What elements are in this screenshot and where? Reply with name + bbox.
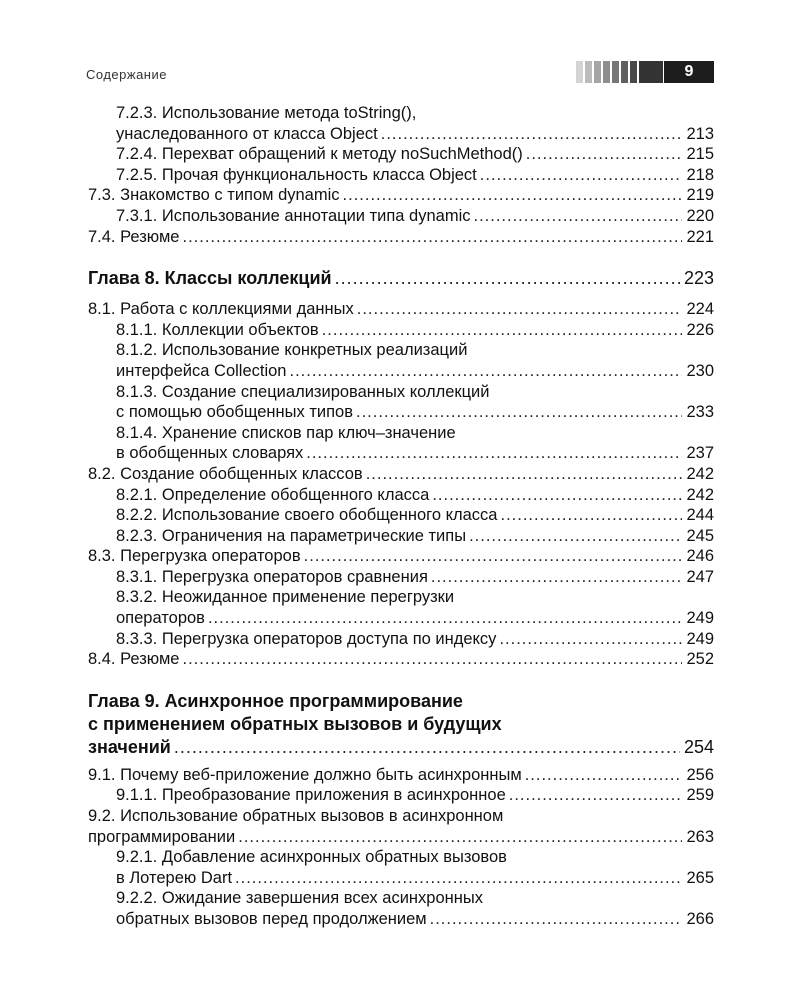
table-of-contents [88,103,714,930]
toc-entry-title-line: интерфейса Collection [116,361,287,380]
toc-page-number: 242 [686,485,714,504]
toc-subsection[interactable] [88,485,714,506]
toc-entry-title-line: 7.3.1. Использование аннотации типа dynamic [116,206,471,225]
dot-leader [366,464,683,485]
toc-entry-title-line: 8.3.3. Перегрузка операторов доступа по индексу [116,629,497,648]
toc-page-number: 242 [686,464,714,483]
toc-chapter[interactable] [88,267,714,290]
toc-entry-title-line: Глава 8. Классы коллекций [88,268,332,289]
toc-entry-title-line: Глава 9. Асинхронное программирование [88,690,463,711]
toc-subsection[interactable] [88,165,714,186]
toc-entry-title-line: 7.2.3. Использование метода toString(), [116,104,417,122]
toc-page-number: 254 [683,736,714,757]
dot-leader [290,361,683,382]
header-stripe [603,61,610,83]
toc-subsection[interactable] [88,206,714,227]
dot-leader [238,827,682,848]
toc-page-number: 233 [686,403,714,422]
toc-entry-title-line: унаследованного от класса Object [116,124,378,143]
toc-page-number: 259 [686,786,714,805]
toc-subsection[interactable] [88,320,714,341]
toc-page-number: 245 [686,526,714,545]
toc-section[interactable] [88,649,714,670]
toc-page-number: 237 [686,444,714,463]
toc-entry-title-line: 7.4. Резюме [88,227,180,246]
toc-section[interactable] [88,765,714,786]
toc-page-number: 215 [686,145,714,164]
dot-leader [174,736,680,759]
toc-section[interactable] [88,185,714,206]
dot-leader [356,402,682,423]
toc-subsection[interactable] [88,505,714,526]
toc-subsection[interactable] [88,785,714,806]
dot-leader [335,267,680,290]
header-stripe [585,61,592,83]
dot-leader [500,505,682,526]
toc-entry-title-line: в Лотерею Dart [116,868,233,887]
toc-entry-title-line: 8.1.4. Хранение списков пар ключ–значение [116,423,456,442]
toc-page-number: 249 [686,629,714,648]
dot-leader [430,909,683,930]
page-header [86,61,714,85]
toc-section[interactable] [88,299,714,320]
toc-subsection[interactable] [88,526,714,547]
running-head-title: Содержание [86,67,167,82]
toc-entry-title-line: 8.1.3. Создание специализированных коллекций [116,382,490,401]
toc-entry-title-line: 8.1. Работа с коллекциями данных [88,300,354,319]
toc-entry-title-line: 7.3. Знакомство с типом dynamic [88,186,340,205]
dot-leader [235,868,682,889]
toc-page-number: 252 [686,650,714,669]
header-stripe [612,61,619,83]
toc-entry-title-line: 8.3.2. Неожиданное применение перегрузки [116,588,455,607]
dot-leader [509,785,683,806]
toc-section[interactable] [88,227,714,248]
toc-entry-title-line: в обобщенных словарях [116,444,304,463]
dot-leader [499,629,682,650]
toc-entry-title-line: 8.2.2. Использование своего обобщенного класса [116,506,498,525]
toc-subsection[interactable] [88,888,714,929]
dot-leader [304,546,683,567]
toc-entry-title-line: 9.1.1. Преобразование приложения в асинхронное [116,786,506,805]
toc-entry-title-line: 8.2.1. Определение обобщенного класса [116,485,430,504]
toc-page-number: 256 [686,765,714,784]
toc-entry-title-line: 8.1.2. Использование конкретных реализаций [116,341,468,360]
toc-subsection[interactable] [88,847,714,888]
toc-section[interactable] [88,806,714,847]
page-number-box [664,61,714,83]
toc-entry-title-line: обратных вызовов перед продолжением [116,910,427,928]
dot-leader [182,227,682,248]
dot-leader [343,185,683,206]
dot-leader [322,320,683,341]
toc-entry-title-line: 8.2.3. Ограничения на параметрические типы [116,526,467,545]
dot-leader [208,608,683,629]
toc-subsection[interactable] [88,587,714,628]
toc-subsection[interactable] [88,629,714,650]
toc-subsection[interactable] [88,382,714,423]
toc-section[interactable] [88,464,714,485]
toc-entry-title-line: 7.2.5. Прочая функциональность класса Object [116,165,477,184]
toc-subsection[interactable] [88,340,714,381]
toc-page-number: 218 [686,165,714,184]
toc-page-number: 265 [686,868,714,887]
toc-page-number: 221 [686,227,714,246]
toc-subsection[interactable] [88,423,714,464]
toc-entry-title-line: 8.1.1. Коллекции объектов [116,320,319,339]
toc-chapter[interactable] [88,690,714,759]
toc-subsection[interactable] [88,103,714,144]
header-stripe [576,61,583,83]
header-stripe [630,61,637,83]
toc-section[interactable] [88,546,714,567]
header-stripe [594,61,601,83]
toc-subsection[interactable] [88,567,714,588]
toc-page-number: 220 [686,206,714,225]
toc-entry-title-line: 9.1. Почему веб-приложение должно быть асинхронным [88,765,522,784]
toc-page-number: 223 [683,268,714,289]
dot-leader [474,206,683,227]
dot-leader [357,299,683,320]
toc-page-number: 246 [686,547,714,566]
dot-leader [431,567,683,588]
dot-leader [526,144,683,165]
dot-leader [182,649,682,670]
header-stripe [621,61,628,83]
toc-page-number: 213 [686,124,714,143]
toc-entry-title-line: 9.2.2. Ожидание завершения всех асинхронных [116,889,483,908]
dot-leader [381,124,683,145]
toc-subsection[interactable] [88,144,714,165]
toc-entry-title-line: с помощью обобщенных типов [116,403,353,422]
toc-page-number: 230 [686,361,714,380]
page-number: 9 [684,63,694,80]
toc-entry-title-line: операторов [116,609,205,628]
toc-page-number: 224 [686,300,714,319]
toc-entry-title-line: 8.2. Создание обобщенных классов [88,464,363,483]
toc-entry-title-line: значений [88,736,171,757]
toc-entry-title-line: с применением обратных вызовов и будущих [88,713,502,734]
toc-entry-title-line: 9.2.1. Добавление асинхронных обратных вызовов [116,848,507,867]
toc-page-number: 266 [686,910,714,928]
dot-leader [469,526,682,547]
toc-entry-title-line: 9.2. Использование обратных вызовов в асинхронном [88,807,504,826]
toc-page-number: 244 [686,506,714,525]
dot-leader [306,443,682,464]
dot-leader [525,765,683,786]
dot-leader [480,165,683,186]
toc-entry-title-line: 8.3. Перегрузка операторов [88,547,301,566]
toc-entry-title-line: 7.2.4. Перехват обращений к методу noSuchMethod() [116,145,523,164]
header-stripe [639,61,663,83]
toc-page-number: 263 [686,827,714,846]
toc-page-number: 247 [686,567,714,586]
toc-page-number: 249 [686,609,714,628]
toc-entry-title-line: 8.3.1. Перегрузка операторов сравнения [116,567,428,586]
dot-leader [432,485,682,506]
header-stripe-decoration [576,61,664,83]
toc-page-number: 219 [686,186,714,205]
toc-entry-title-line: 8.4. Резюме [88,650,180,669]
toc-page-number: 226 [686,320,714,339]
toc-entry-title-line: программировании [88,827,236,846]
